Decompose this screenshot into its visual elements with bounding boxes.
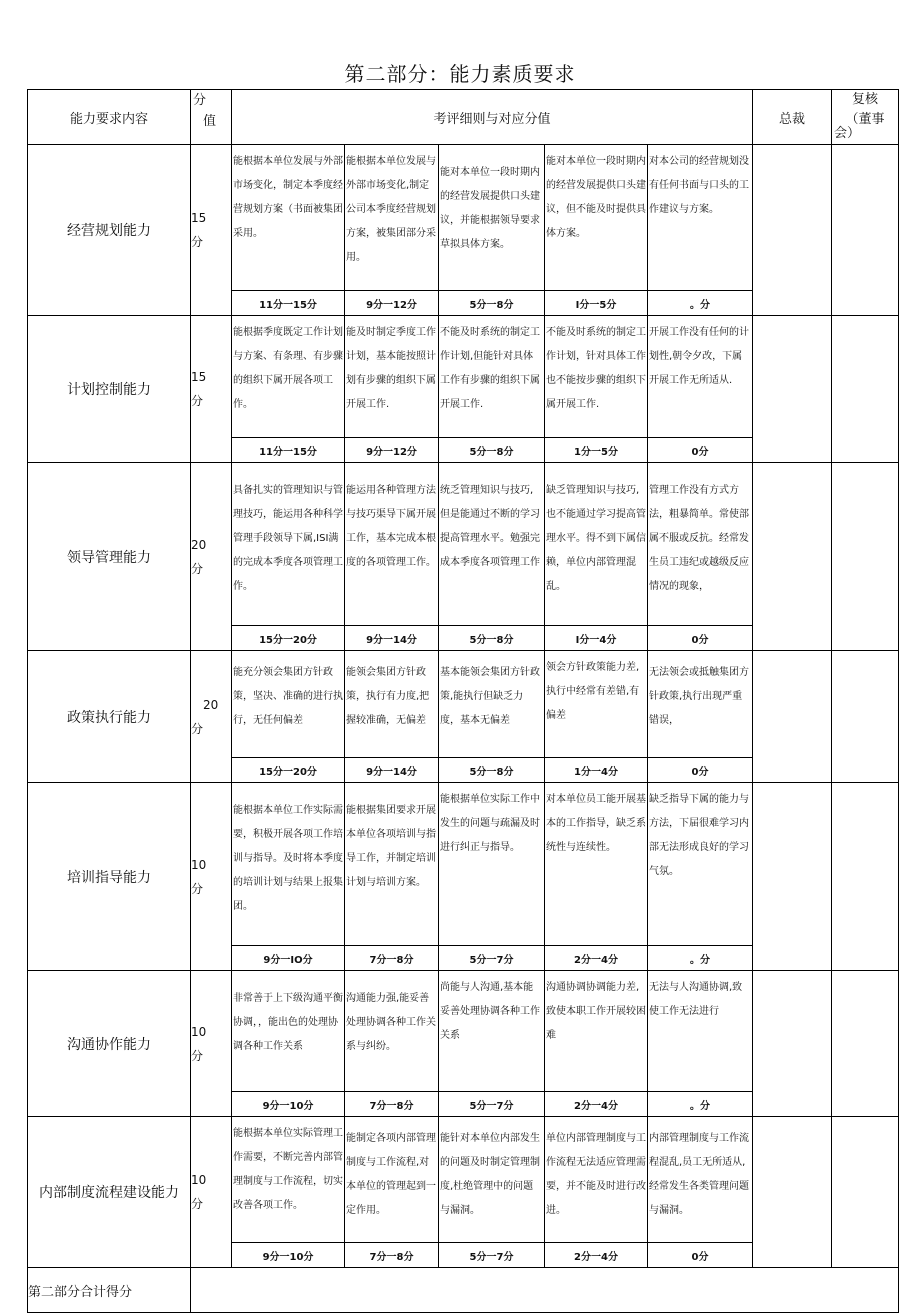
category-label: 政策执行能力 xyxy=(28,651,191,783)
score-band: 11分一15分 xyxy=(232,291,345,316)
score-band: I分一5分 xyxy=(545,291,648,316)
criteria-row xyxy=(28,971,899,1092)
level-desc: 缺乏指导下属的能力与方法，下届很难学习内部无法形成良好的学习气氛。 xyxy=(648,783,753,946)
score-band: 15分一20分 xyxy=(232,626,345,651)
points-cell xyxy=(191,783,232,971)
header-ceo: 总裁 xyxy=(753,90,832,145)
ceo-score-cell[interactable] xyxy=(753,316,832,463)
points-value: 20 xyxy=(191,537,207,552)
level-desc: 能根据季度既定工作计划与方案、有条理、有步骤的组织下属开展各项工作。 xyxy=(232,316,345,438)
level-desc: 沟通能力强,能妥善处理协调各种工作关系与纠纷。 xyxy=(345,971,439,1092)
header-score xyxy=(191,90,232,145)
category-label: 沟通协作能力 xyxy=(28,971,191,1117)
level-desc: 对本公司的经营规划没有任何书面与口头的工作建议与方案。 xyxy=(648,145,753,291)
evaluation-table xyxy=(27,89,899,1313)
score-band: 9分一12分 xyxy=(345,291,439,316)
criteria-row xyxy=(28,1117,899,1243)
score-band: 1分一5分 xyxy=(545,438,648,463)
points-value: 10 xyxy=(191,857,207,872)
points-unit: 分 xyxy=(191,1197,204,1211)
header-score-1: 分 xyxy=(193,93,207,108)
score-band: 5分一7分 xyxy=(439,946,545,971)
review-score-cell[interactable] xyxy=(832,971,899,1117)
level-desc: 尚能与人沟通,基本能妥善处理协调各种工作关系 xyxy=(439,971,545,1092)
total-row xyxy=(28,1268,899,1313)
score-band: 9分一12分 xyxy=(345,438,439,463)
level-desc: 能根据本单位发展与外部市场变化，制定本季度经营规划方案（书面被集团采用。 xyxy=(232,145,345,291)
header-review-3: 会） xyxy=(834,126,861,141)
level-desc: 能领会集团方针政策，执行有力度,把握较准确，无偏差 xyxy=(345,651,439,758)
score-band: 5分一7分 xyxy=(439,1243,545,1268)
header-content: 能力要求内容 xyxy=(28,90,191,145)
review-score-cell[interactable] xyxy=(832,1117,899,1268)
score-band: 7分一8分 xyxy=(345,1092,439,1117)
level-desc: 能根据本单位工作实际需要，积极开展各项工作培训与指导。及时将本季度的培训计划与结果上报集团。 xyxy=(232,783,345,946)
level-desc: 领会方针政策能力差,执行中经常有差错,有偏差 xyxy=(545,651,648,758)
criteria-row xyxy=(28,783,899,946)
level-desc: 不能及时系统的制定工作计划,但能针对具体工作有步骤的组织下属开展工作. xyxy=(439,316,545,438)
level-desc: 能制定各项内部管理制度与工作流程,对本单位的管理起到一定作用。 xyxy=(345,1117,439,1243)
level-desc: 能充分领会集团方针政策，坚决、准确的进行执行，无任何偏差 xyxy=(232,651,345,758)
points-cell xyxy=(191,1117,232,1268)
level-desc: 能针对本单位内部发生的问题及时制定管理制度,杜绝管理中的问题与漏洞。 xyxy=(439,1117,545,1243)
level-desc: 能对本单位一段时期内的经营发展提供口头建议，并能根据领导要求草拟具体方案。 xyxy=(439,145,545,291)
ceo-score-cell[interactable] xyxy=(753,463,832,651)
score-band: 2分一4分 xyxy=(545,1243,648,1268)
level-desc: 无法与人沟通协调,致使工作无法进行 xyxy=(648,971,753,1092)
total-score-cell[interactable] xyxy=(191,1268,899,1313)
score-band: 0分 xyxy=(648,1243,753,1268)
score-band: 。分 xyxy=(648,291,753,316)
score-band: 9分一14分 xyxy=(345,758,439,783)
score-band: 5分一8分 xyxy=(439,291,545,316)
header-review xyxy=(832,90,899,145)
ceo-score-cell[interactable] xyxy=(753,1117,832,1268)
header-review-1: 复核 xyxy=(852,92,879,107)
score-band: 0分 xyxy=(648,758,753,783)
points-cell xyxy=(191,463,232,651)
header-criteria: 考评细则与对应分值 xyxy=(232,90,753,145)
total-label: 第二部分合计得分 xyxy=(28,1268,191,1313)
points-cell xyxy=(191,316,232,463)
score-band: 2分一4分 xyxy=(545,946,648,971)
ceo-score-cell[interactable] xyxy=(753,971,832,1117)
points-value: 15 xyxy=(191,370,207,384)
points-unit: 分 xyxy=(191,394,204,408)
review-score-cell[interactable] xyxy=(832,463,899,651)
category-label: 计划控制能力 xyxy=(28,316,191,463)
score-band: 5分一8分 xyxy=(439,626,545,651)
page-title: 第二部分：能力素质要求 xyxy=(344,62,576,86)
level-desc: 具备扎实的管理知识与管理技巧，能运用各种科学管理手段领导下属,ISI满的完成本季度各项管理工作。 xyxy=(232,463,345,626)
level-desc: 缺乏管理知识与技巧,也不能通过学习提高管理水平。得不到下属信赖，单位内部管理混乱。 xyxy=(545,463,648,626)
ceo-score-cell[interactable] xyxy=(753,651,832,783)
points-unit: 分 xyxy=(191,1048,204,1063)
review-score-cell[interactable] xyxy=(832,783,899,971)
points-cell xyxy=(191,971,232,1117)
score-band: 15分一20分 xyxy=(232,758,345,783)
level-desc: 能运用各种管理方法与技巧渠导下属开展工作，基本完成本根度的各项管理工作。 xyxy=(345,463,439,626)
criteria-row xyxy=(28,463,899,626)
score-band: 7分一8分 xyxy=(345,946,439,971)
level-desc: 内部管理制度与工作流程混乱,员工无所适从,经常发生各类管理问题与漏洞。 xyxy=(648,1117,753,1243)
level-desc: 能及时制定季度工作计划，基本能按照计划有步骤的组织下属开展工作. xyxy=(345,316,439,438)
score-band: 9分一IO分 xyxy=(232,946,345,971)
points-value: 15 xyxy=(191,211,207,225)
points-unit: 分 xyxy=(191,235,204,249)
level-desc: 非常善于上下级沟通平衡协调，，能出色的处理协调各种工作关系 xyxy=(232,971,345,1092)
score-band: 。分 xyxy=(648,946,753,971)
level-desc: 对本单位员工能开展基本的工作指导，缺乏系统性与连续性。 xyxy=(545,783,648,946)
ceo-score-cell[interactable] xyxy=(753,145,832,316)
level-desc: 无法领会或抵触集团方针政策,执行出现严重错误， xyxy=(648,651,753,758)
level-desc: 单位内部管理制度与工作流程无法适应管理需要，并不能及时进行改进。 xyxy=(545,1117,648,1243)
score-band: 5分一8分 xyxy=(439,758,545,783)
criteria-row xyxy=(28,316,899,438)
score-band: 9分一14分 xyxy=(345,626,439,651)
points-cell xyxy=(191,145,232,316)
category-label: 领导管理能力 xyxy=(28,463,191,651)
score-band: 9分一10分 xyxy=(232,1243,345,1268)
points-unit: 分 xyxy=(191,721,204,736)
level-desc: 能根据单位实际工作中发生的问题与疏漏及时进行纠正与指导。 xyxy=(439,783,545,946)
level-desc: 能根据本单位实际管理工作需要，不断完善内部管理制度与工作流程，切实改善各项工作。 xyxy=(232,1117,345,1243)
level-desc: 不能及时系统的制定工作计划，针对具体工作也不能按步骤的组织下属开展工作. xyxy=(545,316,648,438)
score-band: I分一4分 xyxy=(545,626,648,651)
header-review-2: （董事 xyxy=(845,112,885,127)
score-band: 11分一15分 xyxy=(232,438,345,463)
score-band: 0分 xyxy=(648,626,753,651)
points-unit: 分 xyxy=(191,561,204,576)
points-value: 10 xyxy=(191,1173,207,1187)
category-label: 经营规划能力 xyxy=(28,145,191,316)
level-desc: 管理工作没有方式方法，粗暴简单。常使部属不服或反抗。经常发生员工违纪或越级反应情况的现象， xyxy=(648,463,753,626)
score-band: 2分一4分 xyxy=(545,1092,648,1117)
level-desc: 能对本单位一段时期内的经营发展提供口头建议，但不能及时提供具体方案。 xyxy=(545,145,648,291)
score-band: 。分 xyxy=(648,1092,753,1117)
score-band: 5分一7分 xyxy=(439,1092,545,1117)
score-band: 7分一8分 xyxy=(345,1243,439,1268)
criteria-row xyxy=(28,651,899,758)
points-cell xyxy=(191,651,232,783)
score-band: 5分一8分 xyxy=(439,438,545,463)
category-label: 内部制度流程建设能力 xyxy=(28,1117,191,1268)
category-label: 培训指导能力 xyxy=(28,783,191,971)
score-band: 0分 xyxy=(648,438,753,463)
level-desc: 能根据本单位发展与外部市场变化,制定公司本季度经营规划方案，被集团部分采用。 xyxy=(345,145,439,291)
score-band: 1分一4分 xyxy=(545,758,648,783)
review-score-cell[interactable] xyxy=(832,145,899,316)
criteria-row xyxy=(28,145,899,291)
level-desc: 开展工作没有任何的计划性,朝令夕改，下属开展工作无所适从. xyxy=(648,316,753,438)
level-desc: 沟通协调协调能力差,致使本职工作开展较困难 xyxy=(545,971,648,1092)
review-score-cell[interactable] xyxy=(832,316,899,463)
ceo-score-cell[interactable] xyxy=(753,783,832,971)
level-desc: 统乏管理知识与技巧,但是能通过不断的学习提高管理水平。勉强完成本季度各项管理工作 xyxy=(439,463,545,626)
score-band: 9分一10分 xyxy=(232,1092,345,1117)
points-value: 20 xyxy=(203,697,219,712)
header-row xyxy=(28,90,899,145)
review-score-cell[interactable] xyxy=(832,651,899,783)
points-unit: 分 xyxy=(191,881,204,896)
level-desc: 基本能领会集团方针政策,能执行但缺乏力度，基本无偏差 xyxy=(439,651,545,758)
points-value: 10 xyxy=(191,1024,207,1039)
level-desc: 能根据集团要求开展本单位各项培训与指导工作，并制定培训计划与培训方案。 xyxy=(345,783,439,946)
header-score-2: 值 xyxy=(203,114,217,129)
